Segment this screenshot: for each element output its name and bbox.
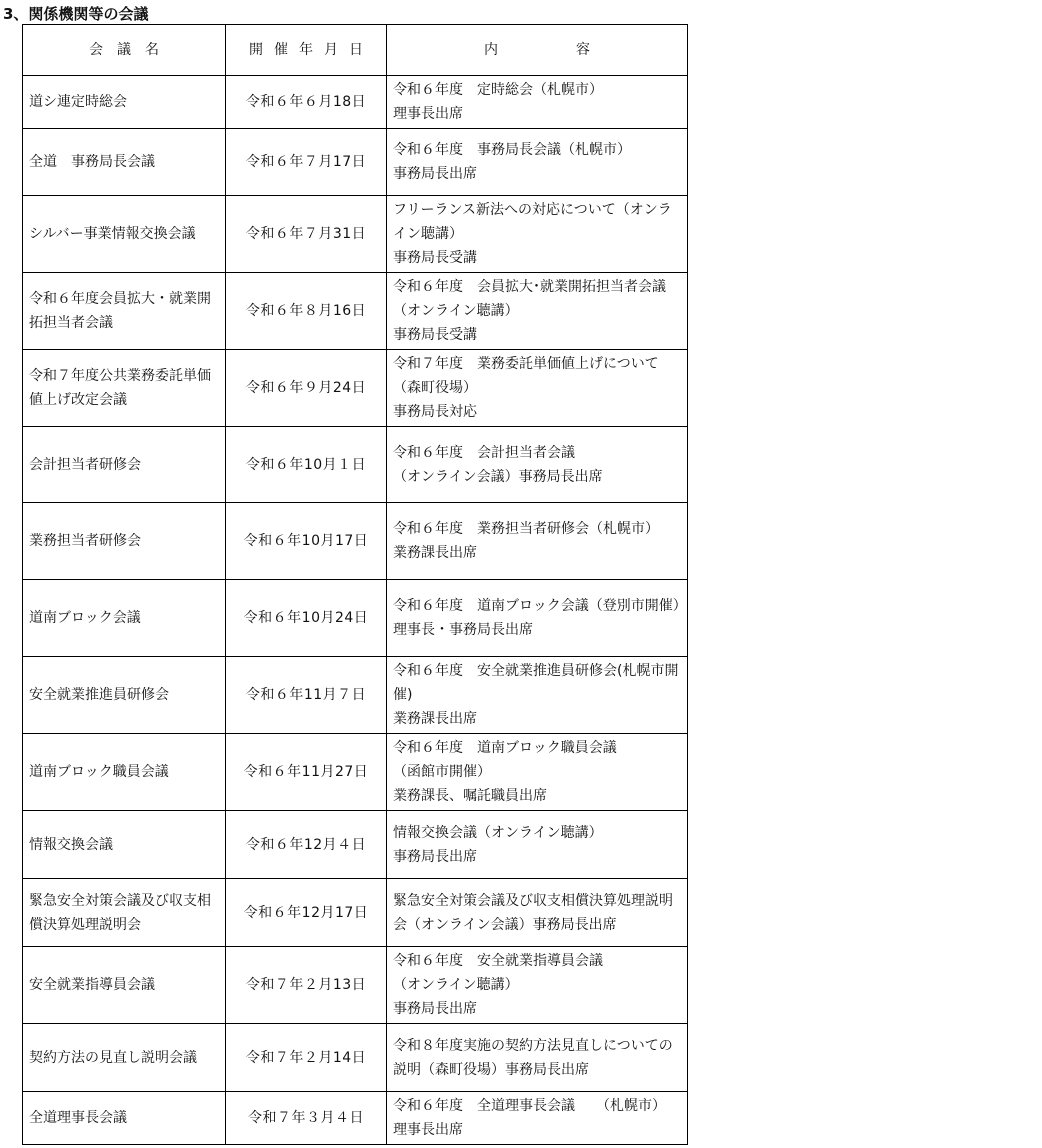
meeting-date: 令和６年12月17日 (226, 879, 387, 947)
meeting-date: 令和６年11月７日 (226, 657, 387, 734)
table-row (23, 1092, 688, 1145)
meeting-date: 令和７年２月13日 (226, 947, 387, 1024)
meeting-content: 緊急安全対策会議及び収支相償決算処理説明会（オンライン会議）事務局長出席 (387, 879, 688, 947)
meeting-date: 令和７年３月４日 (226, 1092, 387, 1145)
table-row (23, 1024, 688, 1092)
meetings-table (22, 24, 688, 1145)
meeting-content: 令和６年度 道南ブロック職員会議 （函館市開催） 業務課長、嘱託職員出席 (387, 734, 688, 811)
header-meeting-name: 会議名 (23, 25, 226, 76)
meeting-date: 令和７年２月14日 (226, 1024, 387, 1092)
table-row (23, 350, 688, 427)
meeting-name: 安全就業推進員研修会 (23, 657, 226, 734)
meeting-name: 令和６年度会員拡大・就業開拓担当者会議 (23, 273, 226, 350)
meeting-date: 令和６年９月24日 (226, 350, 387, 427)
meeting-name: シルバー事業情報交換会議 (23, 196, 226, 273)
table-row (23, 503, 688, 580)
header-content-left: 内 (484, 42, 498, 58)
meeting-content: 令和６年度 会計担当者会議 （オンライン会議）事務局長出席 (387, 427, 688, 503)
meeting-content: 令和７年度 業務委託単価値上げについて（森町役場） 事務局長対応 (387, 350, 688, 427)
section-title: 3、関係機関等の会議 (3, 5, 149, 23)
meeting-date: 令和６年10月24日 (226, 580, 387, 657)
meeting-content: 令和６年度 定時総会（札幌市） 理事長出席 (387, 76, 688, 129)
table-row (23, 879, 688, 947)
table-row (23, 947, 688, 1024)
table-row (23, 129, 688, 196)
meeting-date: 令和６年12月４日 (226, 811, 387, 879)
meeting-content: 令和８年度実施の契約方法見直しについての説明（森町役場）事務局長出席 (387, 1024, 688, 1092)
table-row (23, 811, 688, 879)
table-row (23, 657, 688, 734)
meeting-date: 令和６年11月27日 (226, 734, 387, 811)
table-row (23, 76, 688, 129)
meeting-name: 安全就業指導員会議 (23, 947, 226, 1024)
meeting-content: 令和６年度 安全就業推進員研修会(札幌市開催) 業務課長出席 (387, 657, 688, 734)
meeting-name: 道南ブロック職員会議 (23, 734, 226, 811)
meeting-content: 令和６年度 全道理事長会議 （札幌市） 理事長出席 (387, 1092, 688, 1145)
meeting-content: 令和６年度 事務局長会議（札幌市） 事務局長出席 (387, 129, 688, 196)
meeting-content: 令和６年度 安全就業指導員会議 （オンライン聴講） 事務局長出席 (387, 947, 688, 1024)
meeting-name: 全道 事務局長会議 (23, 129, 226, 196)
meeting-date: 令和６年６月18日 (226, 76, 387, 129)
meeting-content: 令和６年度 道南ブロック会議（登別市開催）理事長・事務局長出席 (387, 580, 688, 657)
meeting-name: 道シ連定時総会 (23, 76, 226, 129)
meeting-content: 令和６年度 会員拡大･就業開拓担当者会議（オンライン聴講） 事務局長受講 (387, 273, 688, 350)
table-row (23, 273, 688, 350)
table-row (23, 734, 688, 811)
header-date: 開催年月日 (226, 25, 387, 76)
meeting-name: 業務担当者研修会 (23, 503, 226, 580)
table-header-row (23, 25, 688, 76)
meeting-date: 令和６年10月17日 (226, 503, 387, 580)
meeting-name: 全道理事長会議 (23, 1092, 226, 1145)
header-content-right: 容 (576, 42, 590, 58)
meeting-date: 令和６年８月16日 (226, 273, 387, 350)
meeting-date: 令和６年10月１日 (226, 427, 387, 503)
meeting-name: 緊急安全対策会議及び収支相償決算処理説明会 (23, 879, 226, 947)
table-row (23, 427, 688, 503)
meeting-name: 情報交換会議 (23, 811, 226, 879)
meeting-content: 令和６年度 業務担当者研修会（札幌市） 業務課長出席 (387, 503, 688, 580)
meeting-name: 契約方法の見直し説明会議 (23, 1024, 226, 1092)
meeting-date: 令和６年７月17日 (226, 129, 387, 196)
meeting-content: 情報交換会議（オンライン聴講） 事務局長出席 (387, 811, 688, 879)
meeting-name: 令和７年度公共業務委託単価値上げ改定会議 (23, 350, 226, 427)
meeting-name: 会計担当者研修会 (23, 427, 226, 503)
header-content (387, 25, 688, 76)
meeting-content: フリーランス新法への対応について（オンライン聴講） 事務局長受講 (387, 196, 688, 273)
meeting-name: 道南ブロック会議 (23, 580, 226, 657)
meeting-date: 令和６年７月31日 (226, 196, 387, 273)
table-row (23, 580, 688, 657)
table-row (23, 196, 688, 273)
